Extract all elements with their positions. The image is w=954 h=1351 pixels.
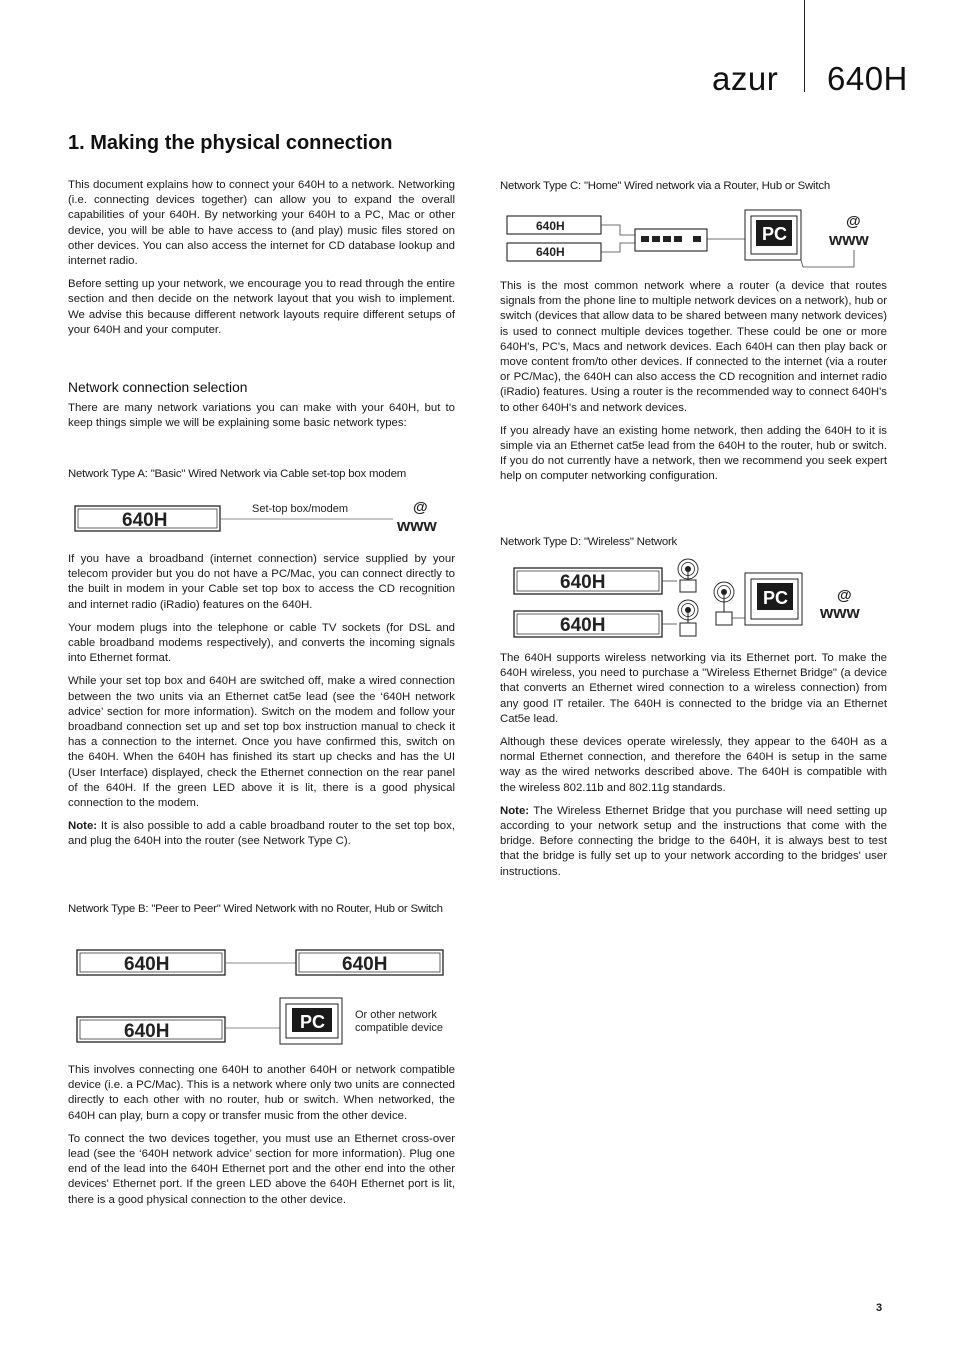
type-c-body	[500, 279, 887, 493]
note-label: Note:	[68, 820, 98, 833]
pc-label: PC	[300, 1012, 326, 1032]
wireless-bridge-icon	[678, 559, 698, 592]
at-label: @	[846, 213, 861, 230]
router-icon	[635, 229, 707, 251]
device-label: 640H	[124, 954, 170, 975]
pc-icon	[280, 998, 342, 1044]
intro-paragraph: Before setting up your network, we encourage you to read through the entire section and then decide on the network layout that you wish to implement. We advise this because different network layouts require different setups of your 640H and your computer.	[68, 278, 455, 336]
brand-name: azur	[712, 60, 779, 97]
type-b-diagram	[68, 940, 458, 1052]
device-label: 640H	[536, 245, 565, 259]
www-label: www	[397, 516, 437, 535]
type-a-section	[68, 467, 455, 490]
wireless-bridge-icon	[714, 582, 734, 625]
at-label: @	[837, 587, 852, 604]
type-c-caption: Network Type C: "Home" Wired network via a Router, Hub or Switch	[500, 180, 830, 192]
type-a-paragraph: If you have a broadband (internet connection) service supplied by your telecom provider but you do not have a PC/Mac, you can connect directly to the built in modem in your Cable set top box to access the CD recognition and internet radio (iRadio) features on the 640H.	[68, 553, 455, 611]
type-c-section	[500, 179, 887, 202]
type-b-paragraph: This involves connecting one 640H to another 640H or network compatible device (i.e. a PC/Mac). This is a network where only two units are connected directly to each other with no router, hub or switch. When networked, the 640H can play, burn a copy or transfer music from the other device.	[68, 1064, 455, 1122]
at-label: @	[413, 499, 428, 516]
type-d-caption: Network Type D: "Wireless" Network	[500, 536, 678, 548]
modem-label: Set-top box/modem	[252, 503, 348, 515]
type-d-body	[500, 651, 887, 888]
type-d-paragraph: The 640H supports wireless networking via its Ethernet port. To make the 640H wireless, you need to purchase a "Wireless Ethernet Bridge" (a device that converts an Ethernet wired connection to a wireless connection) from any good IT retailer. The 640H is connected to the bridge via an Ethernet Cat5e lead.	[500, 652, 887, 725]
type-a-caption: Network Type A: "Basic" Wired Network via Cable set-top box modem	[68, 468, 406, 480]
device-640h	[75, 506, 220, 531]
type-d-diagram	[500, 552, 890, 644]
device-640h	[507, 243, 601, 261]
type-b-paragraph: To connect the two devices together, you must use an Ethernet cross-over lead (see the ‘640H network advice’ section for more information). Plug one end of the lead into the 640H Ethernet port and the other end into the other devices' Ethernet port. If the green LED above the 640H Ethernet port is lit, there is a good physical connection to the other device.	[68, 1132, 455, 1206]
type-a-note	[68, 819, 455, 849]
page-title: 1. Making the physical connection	[68, 132, 393, 154]
type-c-diagram	[500, 205, 890, 275]
pc-icon	[745, 573, 802, 625]
device-label: 640H	[342, 954, 388, 975]
device-640h	[296, 950, 443, 975]
device-label: 640H	[560, 615, 606, 636]
intro-paragraph: This document explains how to connect your 640H to a network. Networking (i.e. connecting devices together) can allow you to expand the overall capabilities of your 640H. By networking your 640H to a PC, Mac or other device, you will be able to have access to (and play) music files stored on other devices. You can also access the internet for CD database lookup and internet radio.	[68, 179, 455, 268]
device-640h	[77, 950, 225, 975]
type-a-paragraph: While your set top box and 640H are switched off, make a wired connection between the two units via an Ethernet cat5e lead (see the ‘640H network advice’ section for more information). Switch on the modem and follow your broadband connection set up and set top box instruction manual to check it has a connection to the internet. Once you have confirmed this, switch on the 640H. When the 640H has finished its start up checks and has the UI (User Interface) displayed, check the Ethernet connection on the rear panel of the 640H. If the green LED above it is lit, there is a good physical connection to the modem.	[68, 675, 455, 810]
note-label: Note:	[500, 804, 530, 817]
device-label: 640H	[560, 572, 606, 593]
type-a-diagram	[68, 495, 458, 545]
device-640h	[507, 216, 601, 234]
type-b-caption: Network Type B: "Peer to Peer" Wired Network with no Router, Hub or Switch	[68, 903, 443, 915]
note-text: It is also possible to add a cable broadband router to the set top box, and plug the 640H into the router (see Network Type C).	[68, 820, 455, 848]
type-a-paragraph: Your modem plugs into the telephone or cable TV sockets (for DSL and cable broadband modems respectively), and converts the incoming signals into Ethernet format.	[68, 621, 455, 665]
type-d-paragraph: Although these devices operate wirelessly, they appear to the 640H as a normal Ethernet connection, and therefore the 640H is setup in the same way as the wired networks described above. The 640H is compatible with the wireless 802.11b and 802.11g standards.	[500, 736, 887, 794]
type-c-paragraph: This is the most common network where a router (a device that routes signals from the phone line to multiple network devices on a network), hub or switch (devices that allow data to be shared between many network devices) is used to connect multiple devices together. These could be one or more 640H's, PC's, Macs and network devices. Each 640H can then play back or move content from/to other devices. If connected to the internet (via a router or PC/Mac), the 640H can also access the CD recognition and internet radio (iRadio) features. Using a router is the recommended way to connect 640H's to other 640H's and network devices.	[500, 280, 887, 414]
header-divider	[804, 0, 805, 92]
selection-heading: Network connection selection	[68, 380, 248, 395]
www-label: www	[829, 230, 869, 249]
device-640h	[514, 611, 662, 637]
pc-label: PC	[763, 588, 789, 608]
www-label: www	[820, 603, 860, 622]
device-label: 640H	[124, 1021, 170, 1042]
wireless-bridge-icon	[678, 600, 698, 636]
type-a-body	[68, 552, 455, 858]
left-column	[68, 178, 455, 346]
device-label: 640H	[536, 219, 565, 233]
selection-text: There are many network variations you can make with your 640H, but to keep things simple we will be explaining some basic network types:	[68, 402, 455, 430]
type-b-section	[68, 902, 455, 925]
other-device-label: Or other network	[355, 1009, 437, 1021]
note-text: The Wireless Ethernet Bridge that you purchase will need setting up according to your network setup and the instructions that come with the bridge. Before connecting the bridge to the 640H, it is always best to test that the bridge is fully set up to your network according to the bridges' user instructions.	[500, 804, 887, 878]
selection-section	[68, 380, 455, 439]
device-640h	[77, 1017, 225, 1042]
pc-icon	[745, 210, 801, 260]
type-d-note	[500, 804, 887, 880]
model-name: 640H	[827, 60, 908, 97]
type-c-paragraph: If you already have an existing home network, then adding the 640H to it is simple via an Ethernet cat5e lead from the 640H to the router, hub or switch. If you do not currently have a network, then we recommend you seek expert help on computer networking configuration.	[500, 424, 887, 483]
device-640h	[514, 568, 662, 594]
type-b-body	[68, 1063, 455, 1216]
pc-label: PC	[762, 224, 788, 244]
device-label: 640H	[122, 510, 168, 531]
other-device-label: compatible device	[355, 1022, 444, 1034]
page-number: 3	[876, 1302, 883, 1314]
